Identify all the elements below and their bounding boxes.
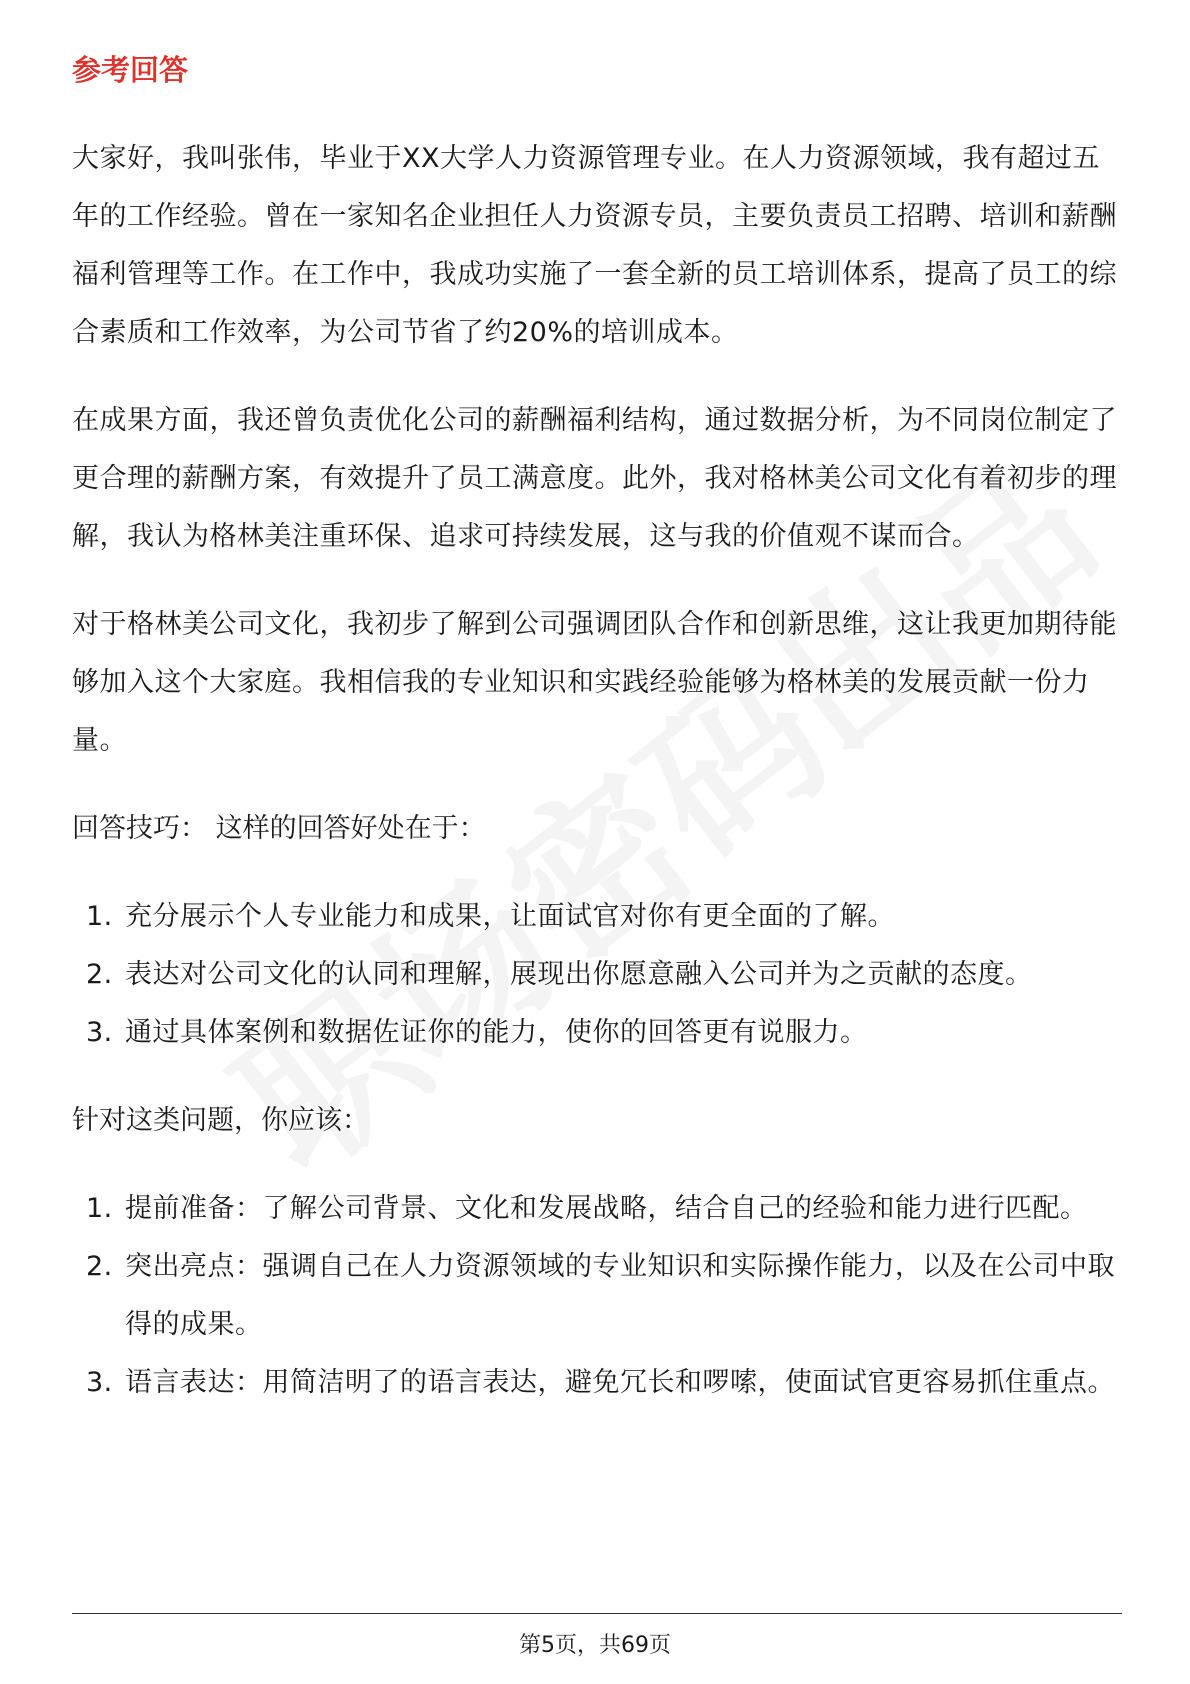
list-number: 1.	[86, 1193, 113, 1224]
section-heading: 参考回答	[72, 53, 189, 87]
advice-list	[72, 1180, 1122, 1412]
answer-paragraph-3: 对于格林美公司文化，我初步了解到公司强调团队合作和创新思维，这让我更加期待能够加入这个大家庭。我相信我的专业知识和实践经验能够为格林美的发展贡献一份力量。	[72, 609, 1117, 756]
list-text: 充分展示个人专业能力和成果，让面试官对你有更全面的了解。	[125, 901, 895, 932]
list-text: 通过具体案例和数据佐证你的能力，使你的回答更有说服力。	[125, 1017, 868, 1048]
document-page	[72, 40, 1122, 1442]
footer-divider	[72, 1613, 1122, 1614]
tips-label: 回答技巧： 这样的回答好处在于：	[72, 813, 486, 844]
tips-list	[72, 888, 1122, 1062]
list-item	[72, 1238, 1122, 1354]
list-item	[72, 1004, 1122, 1062]
list-text: 表达对公司文化的认同和理解，展现出你愿意融入公司并为之贡献的态度。	[125, 959, 1033, 990]
list-text: 语言表达：用简洁明了的语言表达，避免冗长和啰嗦，使面试官更容易抓住重点。	[125, 1367, 1115, 1398]
list-text: 提前准备：了解公司背景、文化和发展战略，结合自己的经验和能力进行匹配。	[125, 1193, 1088, 1224]
list-number: 3.	[86, 1367, 113, 1398]
answer-paragraph-1: 大家好，我叫张伟，毕业于XX大学人力资源管理专业。在人力资源领域，我有超过五年的工作经验。曾在一家知名企业担任人力资源专员，主要负责员工招聘、培训和薪酬福利管理等工作。在工作中，我成功实施了一套全新的员工培训体系，提高了员工的综合素质和工作效率，为公司节省了约20%的培训成本。	[72, 143, 1117, 348]
list-item	[72, 888, 1122, 946]
list-item	[72, 946, 1122, 1004]
list-number: 3.	[86, 1017, 113, 1048]
answer-paragraph-2: 在成果方面，我还曾负责优化公司的薪酬福利结构，通过数据分析，为不同岗位制定了更合理的薪酬方案，有效提升了员工满意度。此外，我对格林美公司文化有着初步的理解，我认为格林美注重环保、追求可持续发展，这与我的价值观不谋而合。	[72, 405, 1117, 552]
list-item	[72, 1180, 1122, 1238]
list-number: 2.	[86, 959, 113, 990]
list-item	[72, 1354, 1122, 1412]
list-number: 1.	[86, 901, 113, 932]
list-text: 突出亮点：强调自己在人力资源领域的专业知识和实际操作能力，以及在公司中取得的成果。	[125, 1251, 1115, 1340]
page-number: 第5页，共69页	[519, 1633, 671, 1658]
list-number: 2.	[86, 1251, 113, 1282]
advice-label: 针对这类问题，你应该：	[72, 1105, 369, 1136]
